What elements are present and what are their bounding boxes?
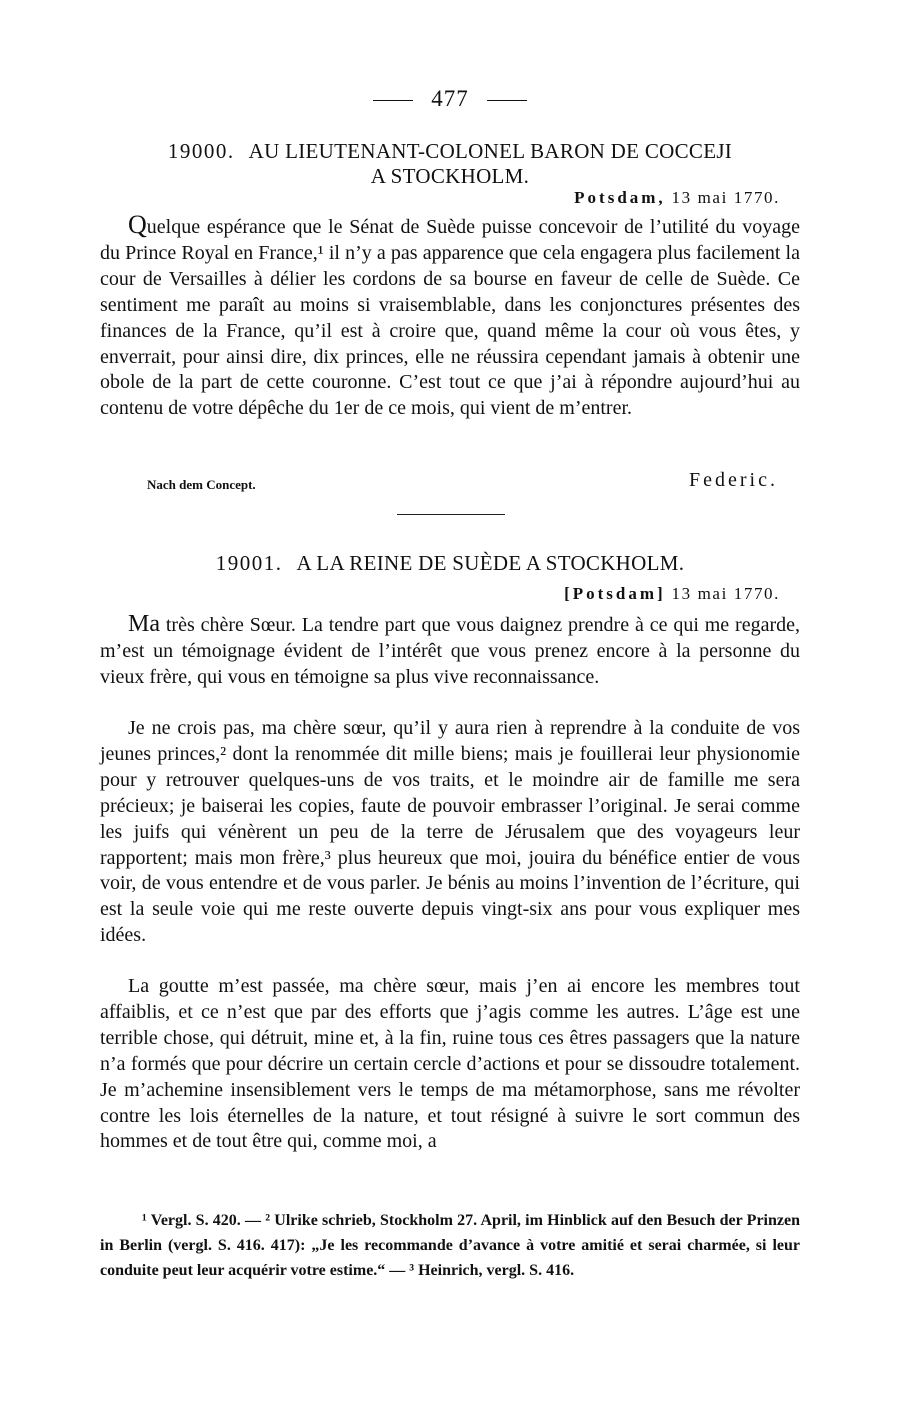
letter-1-number: 19000. (167, 139, 235, 163)
letter-2-title: A LA REINE DE SUÈDE A STOCKHOLM. (296, 551, 685, 575)
letter-2-date: 13 mai 1770. (671, 584, 780, 603)
letter-2-heading (100, 550, 800, 576)
letter-1-heading (100, 138, 800, 164)
page-number-dash-right (487, 100, 527, 101)
letter-2-place: [Potsdam] (564, 584, 666, 603)
letter-2-paragraph-2: Je ne crois pas, ma chère sœur, qu’il y aura rien à reprendre à la conduite de vos jeunes princes,² dont la renommée dit mille biens; mais je fouillerai leur physionomie pour y retrouver quelques-uns de vos traits, et le moindre air de famille me sera précieux; je baiserai les copies, faute de pouvoir embrasser l’original. Je serai comme les juifs qui vénèrent un peu de la terre de Jérusalem que des voyageurs leur rapportent; mais mon frère,³ plus heureux que moi, jouira du bénéfice entier de vous voir, de vous entendre et de vous parler. Je bénis au moins l’invention de l’écriture, qui est la seule voie qui me reste ouverte depuis vingt-six ans pour vous expliquer mes idées. (100, 717, 800, 947)
letter-1-dateline (574, 188, 780, 208)
letter-1-date: 13 mai 1770. (671, 188, 780, 207)
letter-2-lead: Ma (128, 611, 160, 637)
letter-1-body (100, 212, 800, 422)
letter-1-text: uelque espérance que le Sénat de Suède puisse concevoir de l’utilité du voyage du Prince Royal en France,¹ il n’y a pas apparence que cela engagera plus facilement la cour de Versailles à délier les cordons de sa bourse en faveur de celle de Suède. Ce sentiment me paraît au moins si vraisemblable, dans les conjonctures présentes des finances de la France, qu’il est à croire que, quand même la cour où vous êtes, y enverrait, pour ainsi dire, dix princes, elle ne réussira cependant jamais à obtenir une obole de la part de cette couronne. C’est tout ce que j’ai à répondre aujourd’hui au contenu de votre dépêche du 1er de ce mois, qui vient de m’entrer. (100, 216, 800, 420)
letter-1-source: Nach dem Concept. (147, 477, 256, 492)
page-number-dash-left (373, 100, 413, 101)
letter-1-place: Potsdam, (574, 188, 666, 207)
letter-1-title-line2: A STOCKHOLM. (370, 164, 530, 188)
letter-2-number: 19001. (215, 551, 283, 575)
footnotes: ¹ Vergl. S. 420. — ² Ulrike schrieb, Stockholm 27. April, im Hinblick auf den Besuch der Prinzen in Berlin (vergl. S. 416. 417): „Je les recommande d’avance à votre amitié et serai charmée, si leur conduite peut leur acquérir votre estime.“ — ³ Heinrich, vergl. S. 416. (100, 1212, 800, 1279)
letter-1-title-line1: AU LIEUTENANT-COLONEL BARON DE COCCEJI (248, 139, 733, 163)
page-number (0, 86, 900, 112)
letter-2-paragraph-1 (100, 612, 800, 691)
section-divider (397, 514, 505, 515)
letter-1-initial: Q (128, 210, 147, 239)
letter-1-signature: Federic. (689, 469, 778, 491)
letter-2-dateline (564, 584, 780, 604)
letter-2-paragraph-1-text: très chère Sœur. La tendre part que vous daignez prendre à ce qui me regarde, m’est un témoignage évident de l’intérêt que vous prenez encore à la personne du vieux frère, qui vous en témoigne sa plus vive reconnaissance. (100, 614, 800, 688)
letter-2-paragraph-3: La goutte m’est passée, ma chère sœur, mais j’en ai encore les membres tout affaiblis, et ce n’est que par des efforts que j’agis comme les autres. L’âge est une terrible chose, qui détruit, mine et, à la fin, ruine tous ces êtres passagers que la nature n’a formés que pour décrire un certain cercle d’actions et pour se dissoudre totalement. Je m’achemine insensiblement vers le temps de ma métamorphose, sans me révolter contre les lois éternelles de la nature, et tout résigné à suivre le sort commun des hommes et de tout être qui, comme moi, a (100, 975, 800, 1153)
page-number-value: 477 (431, 86, 469, 111)
